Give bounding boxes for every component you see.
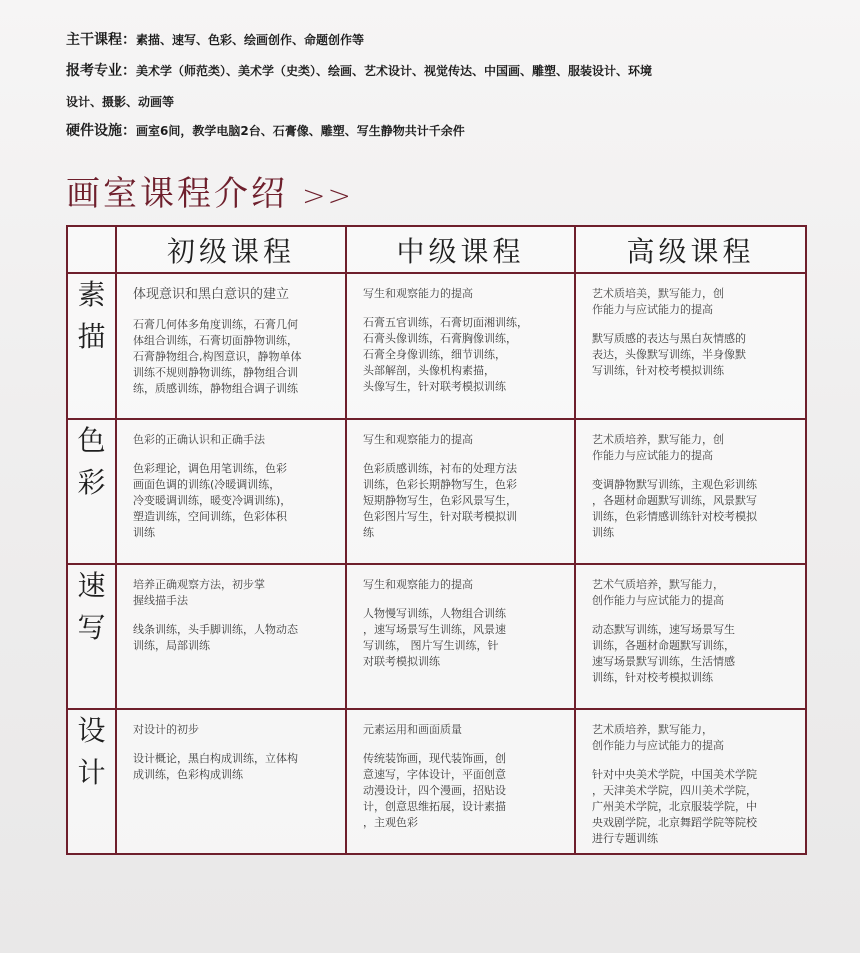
table-cell (346, 564, 575, 709)
table-cell (575, 419, 806, 564)
table-cell (116, 564, 346, 709)
table-header-row (67, 226, 806, 273)
table-row-sketch (67, 273, 806, 419)
cell-body: 变调静物默写训练，主观色彩训练 ，各题材命题默写训练，风景默写 训练，色彩情感训练针对校考模拟 训练 (592, 478, 757, 539)
info-text: 美术学（师范类）、美术学（史类）、绘画、艺术设计、视觉传达、中国画、雕塑、服装设计、环境 (136, 64, 653, 78)
category-sketch (67, 273, 116, 419)
info-text: 画室6间，教学电脑2台、石膏像、雕塑、写生静物共计千余件 (136, 124, 465, 138)
info-facilities (66, 123, 465, 139)
cell-heading: 培养正确观察方法，初步掌 握线描手法 (133, 578, 265, 607)
table-cell (116, 709, 346, 854)
table-cell (346, 709, 575, 854)
cell-heading: 艺术气质培养，默写能力， 创作能力与应试能力的提高 (592, 578, 724, 607)
cell-body: 动态默写训练，速写场景写生 训练，各题材命题默写训练， 速写场景默写训练，生活情感 训练，针对校考模拟训练 (592, 623, 735, 684)
category-char: 色 (77, 424, 106, 457)
info-label: 报考专业： (66, 63, 136, 79)
header-corner (67, 226, 116, 273)
cell-heading: 艺术质培养，默写能力， 创作能力与应试能力的提高 (592, 723, 724, 752)
category-color (67, 419, 116, 564)
cell-body: 默写质感的表达与黑白灰情感的 表达，头像默写训练，半身像默 写训练，针对校考模拟训练 (592, 332, 746, 377)
cell-body: 针对中央美术学院，中国美术学院 ，天津美术学院，四川美术学院， 广州美术学院，北京服装学院，中 央戏剧学院，北京舞蹈学院等院校 进行专题训练 (592, 768, 757, 845)
section-title (66, 172, 353, 218)
cell-body: 色彩理论，调色用笔训练，色彩 画面色调的训练(冷暖调训练， 冷变暖调训练，暖变冷调训练)， 塑造训练，空间训练，色彩体积 训练 (133, 462, 292, 539)
info-main-courses (66, 32, 364, 48)
cell-heading: 艺术质培美，默写能力，创 作能力与应试能力的提高 (592, 287, 724, 316)
category-char: 描 (77, 320, 106, 353)
cell-heading: 写生和观察能力的提高 (363, 433, 473, 446)
cell-body: 石膏五官训练，石膏切面湘训练， 石膏头像训练，石膏胸像训练， 石膏全身像训练，细节训练， 头部解剖，头像机构素描， 头像写生，针对联考模拟训练 (363, 316, 528, 393)
cell-heading: 写生和观察能力的提高 (363, 578, 473, 591)
double-chevron-right-icon: >> (302, 179, 353, 212)
header-intermediate: 中级课程 (346, 226, 575, 273)
category-quick-sketch (67, 564, 116, 709)
category-char: 写 (77, 611, 106, 644)
cell-heading: 元素运用和画面质量 (363, 723, 462, 736)
table-cell (116, 419, 346, 564)
table-row-design (67, 709, 806, 854)
table-cell (346, 273, 575, 419)
header-beginner: 初级课程 (116, 226, 346, 273)
cell-heading: 对设计的初步 (133, 723, 199, 736)
cell-heading: 色彩的正确认识和正确手法 (133, 433, 265, 446)
cell-body: 人物慢写训练，人物组合训练 ，速写场景写生训练，风景速 写训练， 图片写生训练，针 对联考模拟训练 (363, 607, 506, 668)
section-title-text: 画室课程介绍 (66, 174, 288, 214)
cell-body: 色彩质感训练，衬布的处理方法 训练，色彩长期静物写生，色彩 短期静物写生，色彩风景写生， 色彩图片写生，针对联考模拟训 练 (363, 462, 517, 539)
category-char: 设 (77, 714, 106, 747)
cell-heading: 体现意识和黑白意识的建立 (133, 287, 290, 302)
course-table (66, 225, 807, 855)
cell-body: 设计概论，黑白构成训练，立体构 成训练，色彩构成训练 (133, 752, 298, 781)
cell-heading: 艺术质培养，默写能力，创 作能力与应试能力的提高 (592, 433, 724, 462)
table-cell (575, 709, 806, 854)
cell-body: 传统装饰画，现代装饰画，创 意速写，字体设计，平面创意 动漫设计，四个漫画，招贴设 计，创意思维拓展，设计素描 ，主观色彩 (363, 752, 506, 829)
cell-heading: 写生和观察能力的提高 (363, 287, 473, 300)
cell-body: 线条训练，头手脚训练，人物动态 训练，局部训练 (133, 623, 298, 652)
table-cell (116, 273, 346, 419)
info-majors-continued (66, 94, 174, 110)
category-char: 素 (77, 278, 106, 311)
table-row-quick-sketch (67, 564, 806, 709)
table-cell (575, 564, 806, 709)
table-cell (346, 419, 575, 564)
info-majors (66, 63, 652, 79)
table-cell (575, 273, 806, 419)
category-char: 彩 (77, 466, 106, 499)
category-design (67, 709, 116, 854)
info-text: 素描、速写、色彩、绘画创作、命题创作等 (136, 33, 365, 47)
cell-body: 石膏几何体多角度训练，石膏几何 体组合训练，石膏切面静物训练， 石膏静物组合,构图意识，静物单体 训练不规则静物训练，静物组合训 练，质感训练，静物组合调子训练 (133, 318, 302, 395)
table-row-color (67, 419, 806, 564)
category-char: 速 (77, 569, 106, 602)
info-text: 设计、摄影、动画等 (66, 95, 175, 109)
info-label: 硬件设施： (66, 123, 136, 139)
header-advanced: 高级课程 (575, 226, 806, 273)
category-char: 计 (77, 756, 106, 789)
info-label: 主干课程： (66, 32, 136, 48)
